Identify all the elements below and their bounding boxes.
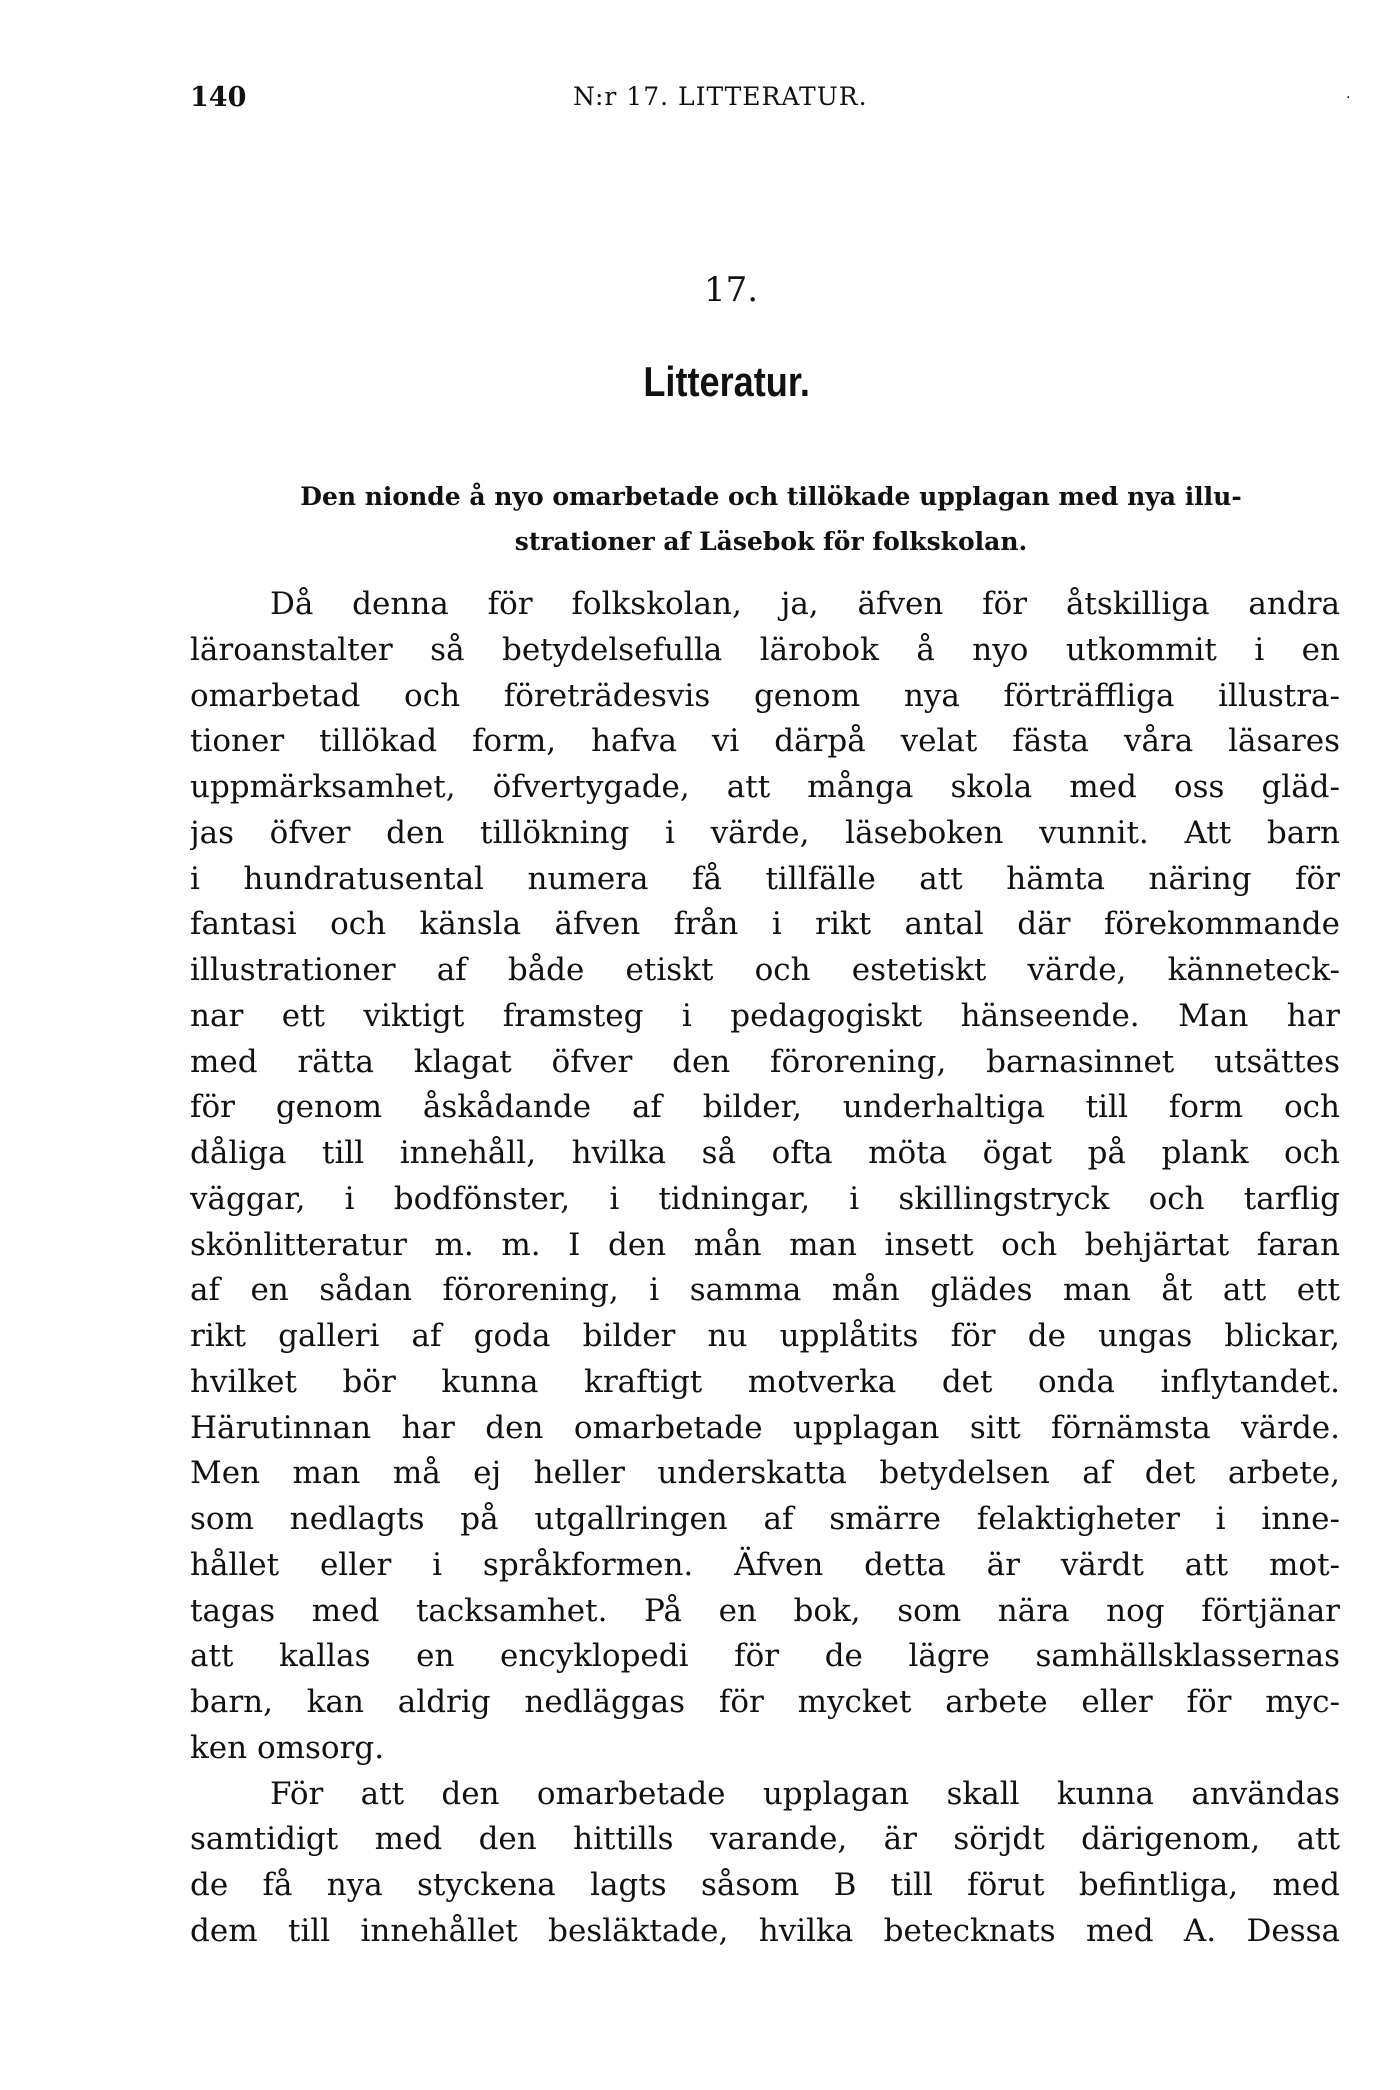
review-heading [196,474,1346,564]
text-line: omarbetad och företrädesvis genom nya förträffliga illustra- [190,677,1340,714]
chapter-number: 17. [703,270,759,310]
text-line: hållet eller i språkformen. Äfven detta är värdt att mot- [190,1546,1340,1583]
text-line: fantasi och känsla äfven från i rikt antal där förekommande [190,906,1340,943]
text-line: hvilket bör kunna kraftigt motverka det onda inflytandet. [190,1363,1340,1400]
chapter-title: Litteratur. [643,358,810,405]
stray-mark: · [1346,90,1351,106]
text-line: dem till innehållet besläktade, hvilka betecknats med A. Dessa [190,1912,1340,1949]
text-line: som nedlagts på utgallringen af smärre felaktigheter i inne- [190,1501,1340,1537]
text-line: med rätta klagat öfver den förorening, barnasinnet utsättes [190,1043,1340,1080]
text-line: de få nya styckena lagts såsom B till förut befintliga, med [190,1867,1340,1903]
text-line: tioner tillökad form, hafva vi därpå velat fästa våra läsares [190,723,1340,760]
text-line: jas öfver den tillökning i värde, läseboken vunnit. Att barn [190,814,1340,851]
running-head-section: N:r 17. LITTERATUR. [573,82,868,111]
text-line: väggar, i bodfönster, i tidningar, i skillingstryck och tarflig [190,1180,1340,1217]
text-line: i hundratusental numera få tillfälle att hämta näring för [190,860,1340,897]
review-heading-line: strationer af Läsebok för folkskolan. [514,527,1028,556]
text-line: af en sådan förorening, i samma mån glädes man åt att ett [190,1272,1340,1309]
text-line: för genom åskådande af bilder, underhaltiga till form och [190,1089,1340,1126]
page-number: 140 [190,82,247,113]
running-head [190,82,1351,122]
text-line: Då denna för folkskolan, ja, äfven för åtskilliga andra [270,586,1340,622]
text-line: illustrationer af både etiskt och estetiskt värde, känneteck- [190,952,1340,988]
text-line: För att den omarbetade upplagan skall kunna användas [270,1775,1340,1812]
text-line: uppmärksamhet, öfvertygade, att många skola med oss gläd- [190,769,1340,805]
text-line: samtidigt med den hittills varande, är sörjdt därigenom, att [190,1821,1340,1858]
body-text [190,582,1340,1955]
text-line: rikt galleri af goda bilder nu upplåtits för de ungas blickar, [190,1318,1340,1354]
text-line: ken omsorg. [190,1729,385,1766]
review-heading-line: Den nionde å nyo omarbetade och tillökade upplagan med nya illu- [300,482,1242,511]
text-line: Men man må ej heller underskatta betydelsen af det arbete, [190,1455,1340,1492]
text-line: nar ett viktigt framsteg i pedagogiskt hänseende. Man har [190,997,1340,1034]
text-line: dåliga till innehåll, hvilka så ofta möta ögat på plank och [190,1135,1340,1171]
text-line: skönlitteratur m. m. I den mån man insett och behjärtat faran [190,1226,1340,1263]
text-line: barn, kan aldrig nedläggas för mycket arbete eller för myc- [190,1684,1340,1720]
text-line: Härutinnan har den omarbetade upplagan sitt förnämsta värde. [190,1409,1340,1446]
text-line: läroanstalter så betydelsefulla lärobok å nyo utkommit i en [190,631,1340,668]
text-line: tagas med tacksamhet. På en bok, som nära nog förtjänar [190,1592,1340,1629]
text-line: att kallas en encyklopedi för de lägre samhällsklassernas [190,1638,1340,1675]
